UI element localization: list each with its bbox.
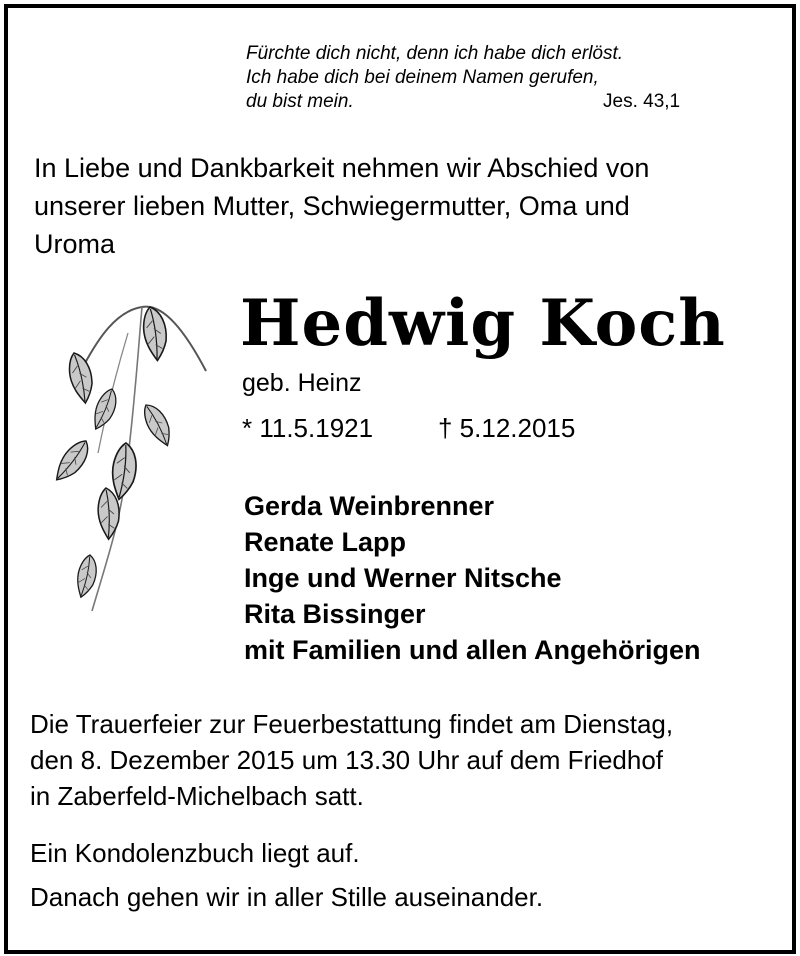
mourner-item: Renate Lapp	[244, 527, 407, 557]
service-info	[30, 706, 673, 814]
mourners-list	[244, 488, 701, 668]
condolence-note: Ein Kondolenzbuch liegt auf.	[30, 838, 360, 868]
closing-note: Danach gehen wir in aller Stille auseinander.	[30, 882, 544, 912]
birth-date: * 11.5.1921	[242, 413, 374, 443]
mourner-item: mit Familien und allen Angehörigen	[244, 635, 701, 665]
intro-line-1: In Liebe und Dankbarkeit nehmen wir Abschied von	[34, 153, 650, 183]
intro-line-2: unserer lieben Mutter, Schwiegermutter, Oma und	[34, 191, 630, 221]
intro-line-3: Uroma	[34, 229, 116, 259]
death-date: † 5.12.2015	[438, 413, 576, 443]
service-line-2: den 8. Dezember 2015 um 13.30 Uhr auf dem Friedhof	[30, 745, 664, 775]
bible-verse	[246, 42, 623, 114]
birth-name: geb. Heinz	[242, 369, 362, 397]
verse-reference: Jes. 43,1	[603, 91, 681, 112]
intro-text	[34, 149, 649, 263]
verse-line-1: Fürchte dich nicht, denn ich habe dich erlöst.	[246, 43, 624, 64]
obituary-frame	[4, 4, 796, 954]
verse-line-2: Ich habe dich bei deinem Namen gerufen,	[246, 67, 599, 88]
mourner-item: Gerda Weinbrenner	[244, 491, 495, 521]
deceased-name: Hedwig Koch	[240, 286, 726, 361]
verse-line-3: du bist mein.	[246, 91, 354, 112]
leaf-branch-icon	[46, 293, 216, 623]
mourner-item: Rita Bissinger	[244, 599, 426, 629]
service-line-3: in Zaberfeld-Michelbach satt.	[30, 781, 364, 811]
mourner-item: Inge und Werner Nitsche	[244, 563, 562, 593]
service-line-1: Die Trauerfeier zur Feuerbestattung findet am Dienstag,	[30, 709, 674, 739]
